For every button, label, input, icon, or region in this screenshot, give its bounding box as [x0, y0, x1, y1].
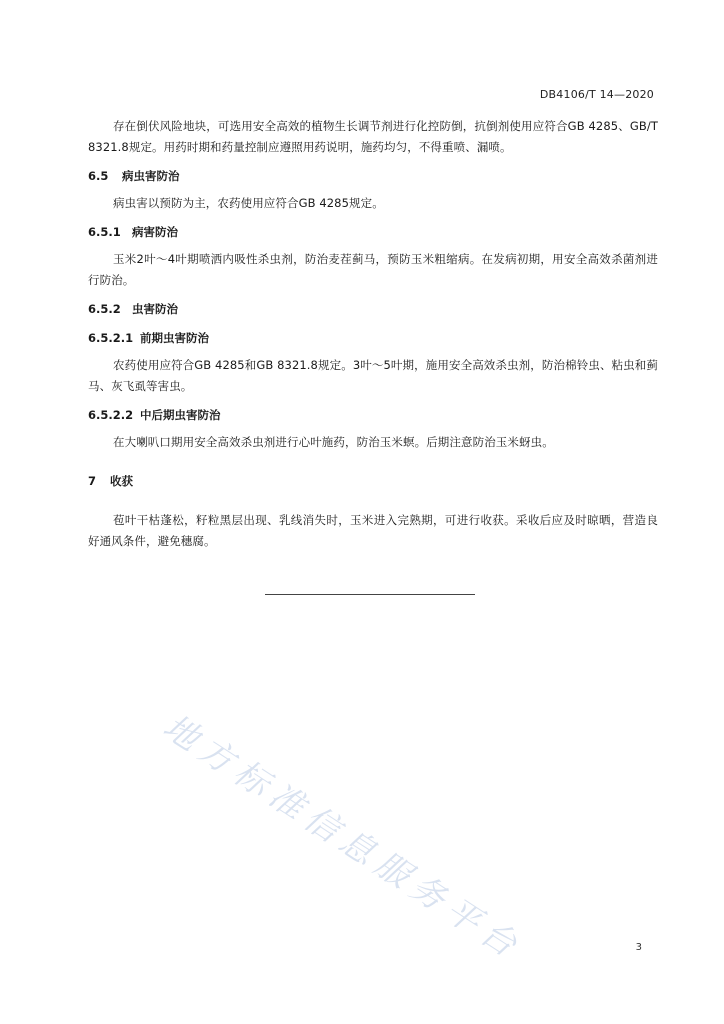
section-title: 虫害防治	[132, 302, 178, 316]
section-title: 中后期虫害防治	[140, 408, 221, 422]
section-heading-6-5	[88, 166, 658, 187]
section-heading-6-5-2	[88, 299, 658, 320]
section-heading-6-5-1	[88, 222, 658, 243]
paragraph-harvest: 苞叶干枯蓬松，籽粒黑层出现、乳线消失时，玉米进入完熟期，可进行收获。采收后应及时晾晒，营造良好通风条件，避免穗腐。	[88, 513, 658, 548]
standard-code: DB4106/T 14—2020	[539, 88, 654, 101]
section-number: 6.5.2.2	[88, 408, 134, 422]
document-body	[88, 116, 658, 552]
section-title: 收获	[110, 474, 133, 488]
paragraph-disease-control: 玉米2叶～4叶期喷洒内吸性杀虫剂，防治麦茬蓟马，预防玉米粗缩病。在发病初期，用安全高效杀菌剂进行防治。	[88, 252, 658, 287]
section-number: 6.5.2.1	[88, 331, 134, 345]
page-number: 3	[635, 942, 642, 953]
end-of-document-rule	[265, 594, 475, 595]
section-number: 6.5	[88, 169, 109, 183]
section-heading-6-5-2-1	[88, 328, 658, 349]
paragraph-lodging-control: 存在倒伏风险地块，可选用安全高效的植物生长调节剂进行化控防倒，抗倒剂使用应符合GB 4285、GB/T 8321.8规定。用药时期和药量控制应遵照用药说明，施药均匀，不得重喷、漏喷。	[88, 119, 658, 154]
section-number: 6.5.2	[88, 302, 121, 316]
section-heading-6-5-2-2	[88, 405, 658, 426]
section-number: 6.5.1	[88, 225, 121, 239]
paragraph-early-pest-control: 农药使用应符合GB 4285和GB 8321.8规定。3叶～5叶期，施用安全高效杀虫剂，防治棉铃虫、粘虫和蓟马、灰飞虱等害虫。	[88, 358, 658, 393]
section-title: 病害防治	[132, 225, 178, 239]
section-heading-7	[88, 471, 658, 492]
section-number: 7	[88, 474, 97, 488]
section-title: 前期虫害防治	[140, 331, 209, 345]
section-title: 病虫害防治	[122, 169, 180, 183]
paragraph-pest-principle: 病虫害以预防为主，农药使用应符合GB 4285规定。	[113, 196, 384, 210]
watermark-text: 地方标准信息服务平台	[155, 706, 530, 970]
paragraph-late-pest-control: 在大喇叭口期用安全高效杀虫剂进行心叶施药，防治玉米螟。后期注意防治玉米蚜虫。	[113, 435, 554, 449]
